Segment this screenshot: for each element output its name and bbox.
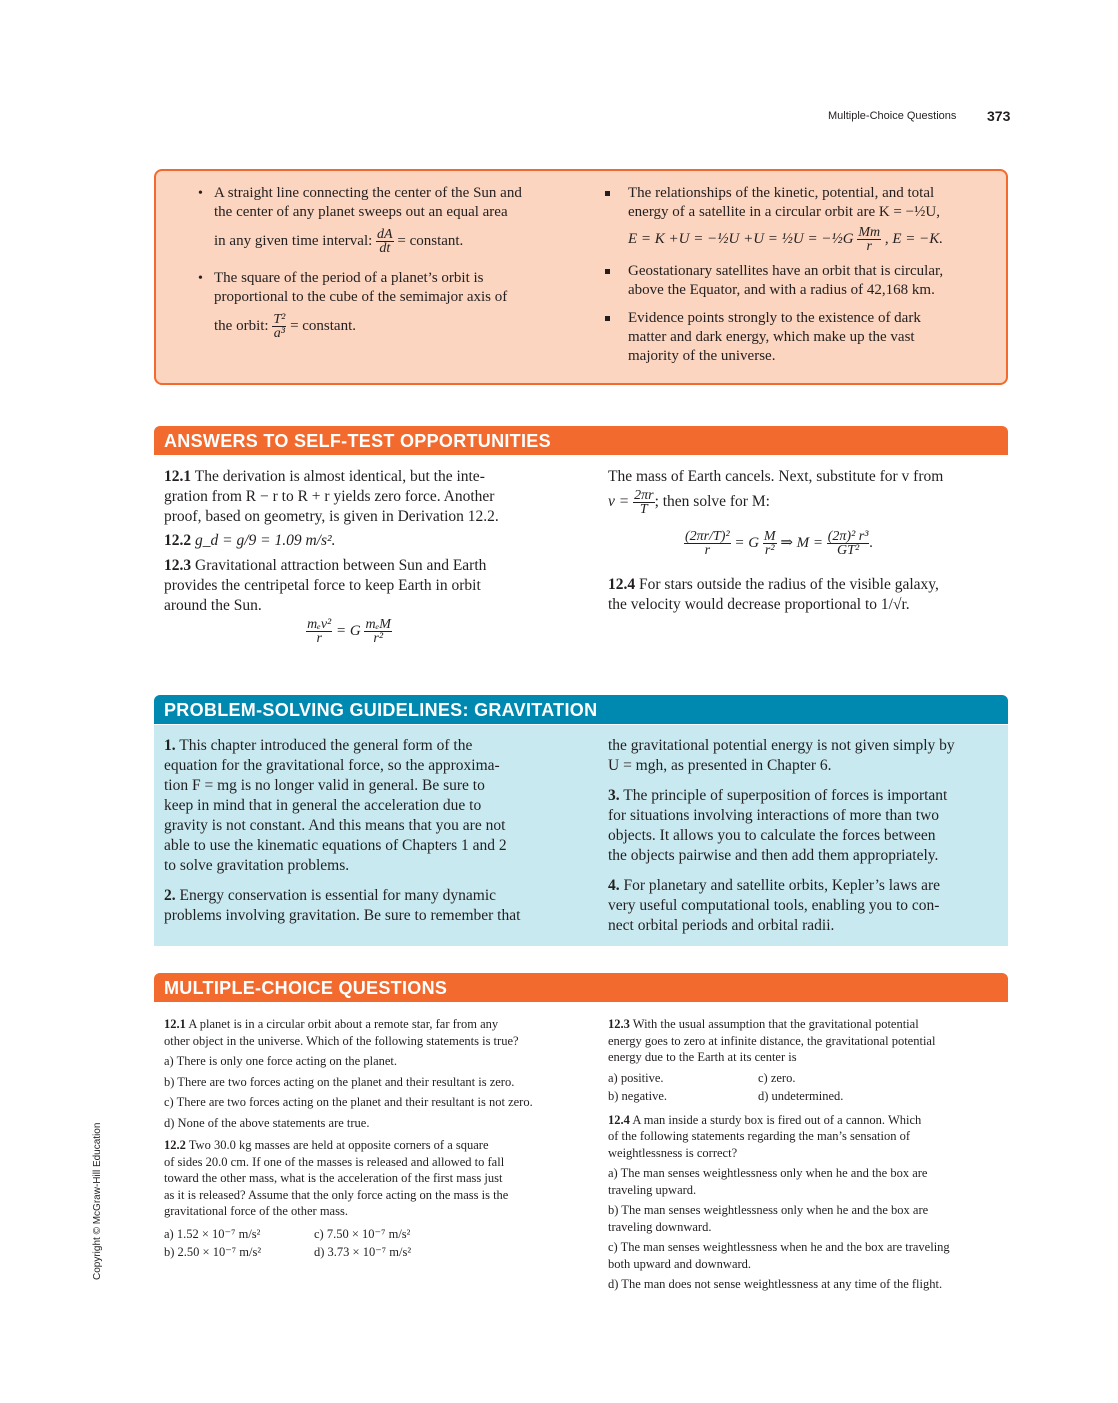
summary-text: the center of any planet sweeps out an equal area [214, 204, 508, 220]
fraction: $\frac{2\pi r}{T}$ [634, 488, 654, 517]
option: a) 1.52 × 10⁻⁷ m/s² [164, 1226, 261, 1241]
summary-text: matter and dark energy, which make up the vast [628, 329, 915, 345]
bullet-square-icon [605, 316, 610, 321]
answer-12-2: 12.2 g_d = g/9 = 1.09 m/s². [164, 532, 336, 549]
option: c) There are two forces acting on the planet and their resultant is not zero. [164, 1095, 533, 1109]
summary-bullet-2 [198, 269, 578, 340]
option: a) positive. [608, 1070, 664, 1085]
fraction: $\frac{\text{mₑv²}}{r}$ [307, 617, 332, 646]
option: b) There are two forces acting on the planet and their resultant is zero. [164, 1074, 515, 1089]
summary-text: A straight line connecting the center of the Sun and [214, 185, 522, 201]
equation-mass: $\frac{\text{(2πr/T)²}}{r}$ = G $\frac{M}{\text{r²}}$ ⇒ M = $\frac{\text{(2π)² r³}}{\text{GT²}}$ . [685, 529, 874, 558]
answers-section-title: ANSWERS TO SELF-TEST OPPORTUNITIES [154, 426, 1008, 455]
mcq-right-column [608, 1016, 1008, 1293]
answer-12-4: 12.4 For stars outside the radius of the visible galaxy, the velocity would decrease proportional to 1/√r. [608, 576, 939, 613]
guidelines-left-column [164, 736, 556, 926]
option: d) undetermined. [758, 1088, 844, 1103]
option: d) None of the above statements are true. [164, 1115, 370, 1130]
fraction: $\frac{dA}{dt}$ [377, 227, 393, 256]
summary-text: The square of the period of a planet’s orbit is [214, 270, 484, 286]
answer-text: The mass of Earth cancels. Next, substitute for v from [608, 468, 944, 485]
summary-text: The relationships of the kinetic, potential, and total [628, 185, 935, 201]
summary-equation: in any given time interval: $\frac{dA}{dt}$ = constant. [214, 227, 464, 256]
fraction: $\frac{M}{\text{r²}}$ [763, 529, 776, 558]
fraction: $\frac{Mm}{r}$ [858, 225, 881, 254]
fraction: $\frac{\text{(2πr/T)²}}{r}$ [685, 529, 730, 558]
guideline-4: 4. For planetary and satellite orbits, Kepler’s laws are very useful computational tools, enabling you to con- nect orbital periods and orbital radii. [608, 877, 941, 934]
fraction: $\frac{\text{(2π)² r³}}{\text{GT²}}$ [827, 529, 869, 558]
option: c) zero. [758, 1070, 796, 1085]
option: d) 3.73 × 10⁻⁷ m/s² [314, 1244, 412, 1259]
question-12-1: 12.1 A planet is in a circular orbit about a remote star, far from any other object in the universe. Which of the following statements is true? a) There is only one force acting on the planet. b) There are two forces acting on the planet and their resultant is zero. c) There are two forces acting on the planet and their resultant is not zero. d) None of the above statements are true. [164, 1016, 574, 1131]
answer-12-1: 12.1 The derivation is almost identical, but the inte- gration from R − r to R + r yields zero force. Another proof, based on geometry, is given in Derivation 12.2. [164, 468, 499, 525]
copyright-notice: Copyright © McGraw-Hill Education [92, 1122, 103, 1280]
answer-12-3: 12.3 Gravitational attraction between Sun and Earth provides the centripetal force to keep Earth in orbit around the Sun. [164, 557, 487, 614]
bullet-dot-icon: • [198, 186, 203, 201]
mcq-left-column [164, 1016, 574, 1262]
fraction: $\frac{\text{T²}}{\text{a³}}$ [273, 312, 286, 341]
bullet-square-icon [605, 269, 610, 274]
option: b) 2.50 × 10⁻⁷ m/s² [164, 1244, 262, 1259]
summary-bullet-1 [198, 184, 578, 255]
guideline-1: 1. This chapter introduced the general form of the equation for the gravitational force, so the approxima- tion F = mg is no longer valid in general. Be sure to keep in mind that in general the acceleration due to gravity is not constant. And this means that you are not able to use the kinematic equations of Chapters 1 and 2 to solve gravitation problems. [164, 737, 507, 874]
bullet-dot-icon: • [198, 271, 203, 286]
question-12-4: 12.4 A man inside a sturdy box is fired out of a cannon. Which of the following statements regarding the man’s sensation of weightlessness is correct? a) The man senses weightlessness only when he and the box are traveling upward. b) The man senses weightlessness only when he and the box are traveling downward. c) The man senses weightlessness when he and the box are traveling both upward and downward. d) The man does not sense weightlessness at any time of the flight. [608, 1112, 1008, 1293]
summary-text: majority of the universe. [628, 348, 776, 364]
guideline-3: 3. The principle of superposition of forces is important for situations involving interactions of more than two objects. It allows you to calculate the forces between the objects pairwise and then add them appropriately. [608, 787, 948, 864]
summary-text: proportional to the cube of the semimajor axis of [214, 289, 508, 305]
summary-equation: the orbit: $\frac{\text{T²}}{\text{a³}}$ = constant. [214, 312, 357, 341]
bullet-square-icon [605, 191, 610, 196]
option: b) negative. [608, 1088, 668, 1103]
summary-text: above the Equator, and with a radius of 42,168 km. [628, 282, 935, 298]
option: a) There is only one force acting on the planet. [164, 1054, 398, 1068]
option: d) The man does not sense weightlessness at any time of the flight. [608, 1277, 943, 1291]
summary-bullet-3 [605, 184, 995, 253]
question-12-2: 12.2 Two 30.0 kg masses are held at opposite corners of a square of sides 20.0 cm. If one of the masses is released and allowed to fall toward the other mass, what is the acceleration of the first mass just as it is released? Assume that the only force acting on the mass is the gravitational force of the other mass. a) 1.52 × 10⁻⁷ m/s² c) 7.50 × 10⁻⁷ m/s² b) 2.50 × 10⁻⁷ m/s² d) 3.73 × 10⁻⁷ m/s² [164, 1138, 509, 1259]
running-head: Multiple-Choice Questions [828, 110, 957, 122]
option: b) The man senses weightlessness only when he and the box are traveling downward. [608, 1203, 929, 1234]
summary-left-column [198, 184, 578, 340]
guideline-2: 2. Energy conservation is essential for many dynamic problems involving gravitation. Be sure to remember that [164, 887, 521, 924]
summary-bullet-5 [605, 309, 995, 366]
page-number: 373 [987, 108, 1011, 124]
summary-right-column [605, 184, 995, 366]
answer-text: v = $\frac{2\pi r}{T}$ ; then solve for M: [608, 488, 770, 517]
summary-equation: E = K +U = −½U +U = ½U = −½G $\frac{Mm}{r}$ , E = −K. [628, 225, 944, 254]
fraction: $\frac{\text{mₑM}}{\text{r²}}$ [365, 617, 391, 646]
option: c) 7.50 × 10⁻⁷ m/s² [314, 1226, 411, 1241]
summary-text: Geostationary satellites have an orbit that is circular, [628, 263, 944, 279]
answers-left-column [164, 467, 564, 645]
guidelines-right-column [608, 736, 1000, 936]
option: c) The man senses weightlessness when he and the box are traveling both upward and downward. [608, 1240, 950, 1271]
guideline-2-continued: the gravitational potential energy is not given simply by U = mgh, as presented in Chapter 6. [608, 737, 955, 774]
summary-text: energy of a satellite in a circular orbit are K = −½U, [628, 204, 940, 220]
answers-right-column [608, 467, 1008, 615]
question-12-3: 12.3 With the usual assumption that the gravitational potential energy goes to zero at infinite distance, the gravitational potential energy due to the Earth at its center is a) positive. c) zero. b) negative. d) undetermined. [608, 1017, 936, 1103]
option: a) The man senses weightlessness only when he and the box are traveling upward. [608, 1166, 928, 1197]
summary-text: Evidence points strongly to the existence of dark [628, 310, 921, 326]
equation-centripetal: $\frac{\text{mₑv²}}{r}$ = G $\frac{\text{mₑM}}{\text{r²}}$ [307, 617, 391, 646]
guidelines-section-title: PROBLEM-SOLVING GUIDELINES: GRAVITATION [154, 695, 1008, 724]
summary-bullet-4 [605, 262, 995, 300]
mcq-section-title: MULTIPLE-CHOICE QUESTIONS [154, 973, 1008, 1002]
